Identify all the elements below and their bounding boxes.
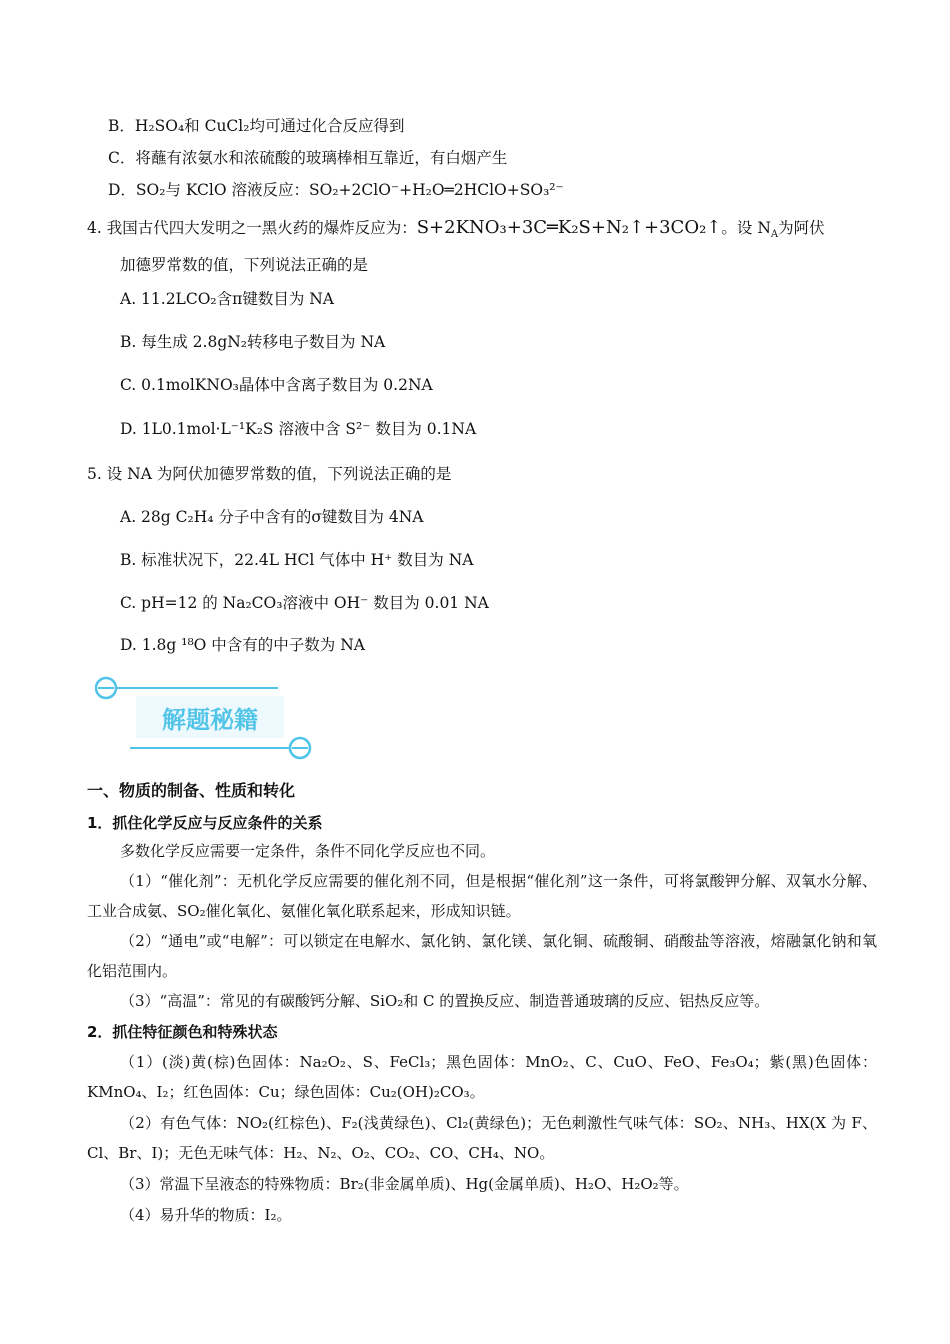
q3-option-d: D．SO₂与 KClO 溶液反应：SO₂+2ClO⁻+H₂O═2HClO+SO₃²⁻: [108, 181, 564, 199]
q4-stem-cont: 加德罗常数的值，下列说法正确的是: [120, 256, 369, 274]
q5-option-d: D. 1.8g ¹⁸O 中含有的中子数为 NA: [120, 636, 365, 654]
q4-option-d: D. 1L0.1mol·L⁻¹K₂S 溶液中含 S²⁻ 数目为 0.1NA: [120, 420, 477, 438]
q4-stem: [87, 217, 825, 239]
sub2-paragraph-4: （4）易升华的物质：I₂。: [120, 1206, 292, 1224]
q5-option-c: C. pH=12 的 Na₂CO₃溶液中 OH⁻ 数目为 0.01 NA: [120, 594, 489, 612]
sub1-paragraph-3: （3）“高温”：常见的有碳酸钙分解、SiO₂和 C 的置换反应、制造普通玻璃的反应、铝热反应等。: [120, 992, 770, 1010]
q4-stem-text-2: 。设 N: [721, 219, 771, 237]
sub2-paragraph-1: （1）(淡)黄(棕)色固体：Na₂O₂、S、FeCl₃；黑色固体：MnO₂、C、CuO、FeO、Fe₃O₄；紫(黑)色固体：KMnO₄、I₂；红色固体：Cu；绿色固体：Cu₂(OH)₂CO₃。: [87, 1053, 877, 1101]
banner-title: 解题秘籍: [162, 706, 258, 734]
q4-option-b: B. 每生成 2.8gN₂转移电子数目为 NA: [120, 333, 386, 351]
q4-equation: S+2KNO₃+3C═K₂S+N₂↑+3CO₂↑: [416, 217, 722, 238]
q5-option-b: B. 标准状况下，22.4L HCl 气体中 H⁺ 数目为 NA: [120, 551, 474, 569]
subsection-2-title: 2．抓住特征颜色和特殊状态: [87, 1023, 278, 1041]
q3-option-b: B．H₂SO₄和 CuCl₂均可通过化合反应得到: [108, 117, 405, 135]
sub1-paragraph-2: （2）“通电”或“电解”：可以锁定在电解水、氯化钠、氯化镁、氯化铜、硫酸铜、硝酸盐等溶液，熔融氯化钠和氧化铝范围内。: [87, 932, 877, 980]
section-title: 一、物质的制备、性质和转化: [87, 781, 296, 800]
solution-banner: [92, 672, 320, 766]
q4-stem-text-3: 为阿伏: [778, 219, 825, 237]
sub2-paragraph-2: （2）有色气体：NO₂(红棕色)、F₂(浅黄绿色)、Cl₂(黄绿色)；无色刺激性气味气体：SO₂、NH₃、HX(X 为 F、Cl、Br、I)；无色无味气体：H₂、N₂、O₂、CO₂、CO、CH₄、NO。: [87, 1114, 877, 1162]
na-subscript: A: [770, 229, 779, 241]
q5-stem: 5. 设 NA 为阿伏加德罗常数的值，下列说法正确的是: [87, 465, 452, 483]
sub1-paragraph-0: 多数化学反应需要一定条件，条件不同化学反应也不同。: [120, 842, 496, 860]
subsection-1-title: 1．抓住化学反应与反应条件的关系: [87, 814, 323, 832]
q4-option-a: A. 11.2LCO₂含π键数目为 NA: [120, 290, 335, 308]
q5-option-a: A. 28g C₂H₄ 分子中含有的σ键数目为 4NA: [120, 508, 424, 526]
q4-stem-text: 4. 我国古代四大发明之一黑火药的爆炸反应为：: [87, 219, 417, 237]
sub2-paragraph-3: （3）常温下呈液态的特殊物质：Br₂(非金属单质)、Hg(金属单质)、H₂O、H₂O₂等。: [120, 1175, 689, 1193]
q3-option-c: C．将蘸有浓氨水和浓硫酸的玻璃棒相互靠近，有白烟产生: [108, 149, 508, 167]
sub1-paragraph-1: （1）“催化剂”：无机化学反应需要的催化剂不同，但是根据“催化剂”这一条件，可将氯酸钾分解、双氧水分解、工业合成氨、SO₂催化氧化、氨催化氧化联系起来，形成知识链。: [87, 872, 877, 920]
q4-option-c: C. 0.1molKNO₃晶体中含离子数目为 0.2NA: [120, 376, 433, 394]
